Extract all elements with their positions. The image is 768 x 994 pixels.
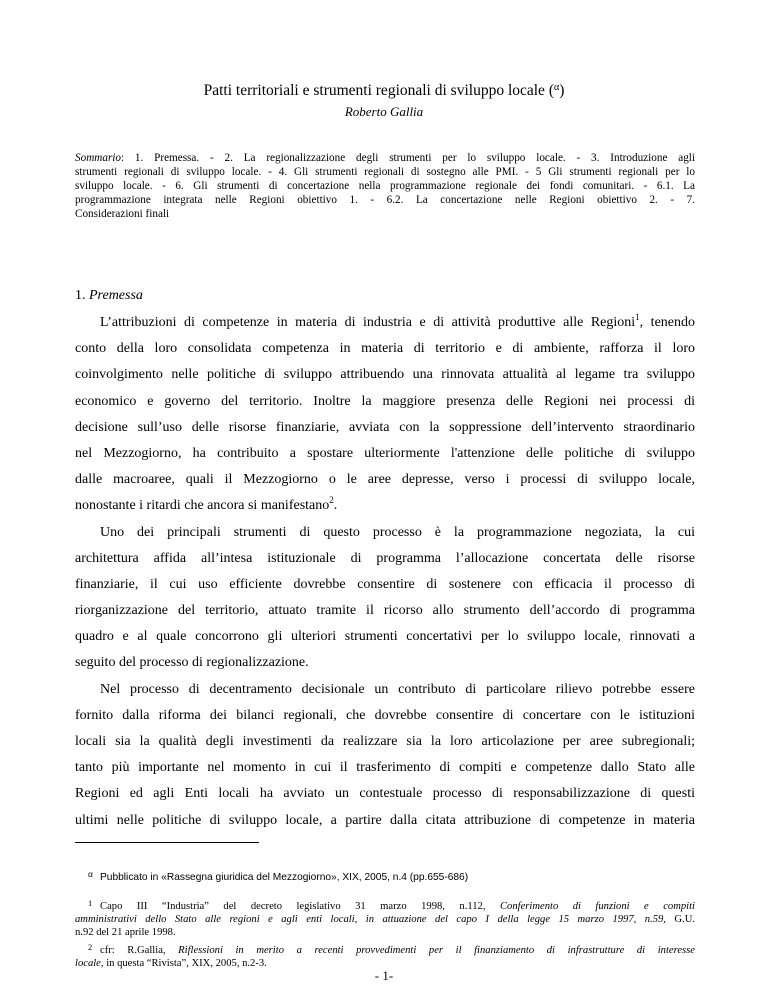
summary-line: sviluppo locale. - 6. Gli strumenti di concertazione nella programmazione regionale dei fondi comunitari. - 6.1. La [75,180,695,192]
body-line: dalle macroaree, quali il Mezzogiorno o le aree depresse, verso i processi di sviluppo locale, [75,472,695,488]
body-line: fornito dalla riforma dei bilanci regionali, che dovrebbe consentire di concertare con le istituzioni [75,707,695,723]
footnote-mark: α [88,869,93,879]
footnote-ref-1[interactable]: 1 [635,312,640,322]
footnote-2: 2 cfr: R.Gallia, Riflessioni in merito a recenti provvedimenti per il finanziamento di infrastrutture di interesse locale, in questa “Rivista”, XIX, 2005, n.2-3. [75,942,695,969]
body-text [75,312,695,836]
footnote-alpha: α Pubblicato in «Rassegna giuridica del Mezzogiorno», XIX, 2005, n.4 (pp.655-686) [88,869,469,883]
section-title: Premessa [89,288,143,303]
footnote-mark: 2 [88,942,93,952]
body-line: conto della loro consolidata competenza in materia di territorio e di ambiente, rafforza il loro [75,341,695,357]
body-line: seguito del processo di regionalizzazione. [75,655,309,671]
title-note-mark[interactable]: α [553,82,560,93]
body-line: finanziarie, il cui uso efficiente dovrebbe consentire di sostenere con efficacia il processo di [75,576,695,592]
footnote-mark: 1 [88,898,93,908]
body-line: architettura affida all’intesa istituzionale di programma l’allocazione concertata delle risorse [75,550,695,566]
summary-block [75,151,695,221]
body-line: nonostante i ritardi che ancora si manifestano$^2$. [75,495,338,514]
body-line: decisione sull’uso delle risorse finanziarie, avviata con la soppressione dell’intervento straordinario [75,419,695,435]
summary-line: strumenti regionali di sviluppo locale. - 4. Gli strumenti regionali di sostegno alle PMI. - 5 Gli strumenti regionali per lo [75,166,695,178]
body-line: Regioni ed agli Enti locali ha avviato un contestuale processo di responsabilizzazione di questi [75,786,695,802]
author-name: Roberto Gallia [344,104,424,119]
summary-line: Sommario: 1. Premessa. - 2. La regionalizzazione degli strumenti per lo sviluppo locale. - 3. Introduzione agli [75,152,695,164]
article-title: Patti territoriali e strumenti regionali di sviluppo locale ($^\alpha$) [203,82,565,99]
body-line: quadro e al quale concorrono gli ulteriori strumenti concertativi per lo sviluppo locale, rinnovati a [75,629,695,645]
section-heading: 1. Premessa [75,288,143,303]
body-line: tanto più importante nel momento in cui il trasferimento di compiti e competenze dallo Stato alle [75,760,695,776]
body-line: coinvolgimento nelle politiche di sviluppo attribuendo una rinnovata attualità al legame tra sviluppo [75,367,695,383]
body-line: Uno dei principali strumenti di questo processo è la programmazione negoziata, la cui [100,524,695,540]
summary-label: Sommario [75,152,121,164]
body-line: economico e governo del territorio. Inoltre la maggiore presenza delle Regioni nei processi di [75,393,695,409]
body-line: L’attribuzioni di competenze in materia di industria e di attività produttive alle Regioni$^1$, tenendo [100,312,696,330]
body-line: nel Mezzogiorno, ha contribuito a spostare ulteriormente l'attenzione delle politiche di sviluppo [75,445,695,461]
body-line: Nel processo di decentramento decisionale un contributo di particolare rilievo potrebbe essere [100,681,695,697]
page-number: - 1- [374,968,394,983]
footnote-separator [75,842,259,843]
summary-line: programmazione integrata nelle Regioni obiettivo 1. - 6.2. La concertazione nelle Regioni obiettivo 2. - 7. [75,194,695,206]
footnote-ref-2[interactable]: 2 [329,495,334,506]
body-line: riorganizzazione del territorio, attuato tramite il ricorso allo strumento dell’accordo di programma [75,603,695,619]
summary-line: Considerazioni finali [75,208,170,220]
footnote-1: 1 Capo III “Industria” del decreto legislativo 31 marzo 1998, n.112, Conferimento di funzioni e compiti amministrativi dello Stato alle regioni e agli enti locali, in attuazione del capo I della legge 15 marzo 1997, n.59, G.U. n.92 del 21 aprile 1998. [75,898,695,938]
body-line: locali sia la qualità degli investimenti da realizzare sia la loro articolazione per aree subregionali; [75,734,695,749]
body-line: ultimi nelle politiche di sviluppo locale, a partire dalla citata attribuzione di competenze in materia [75,812,695,828]
